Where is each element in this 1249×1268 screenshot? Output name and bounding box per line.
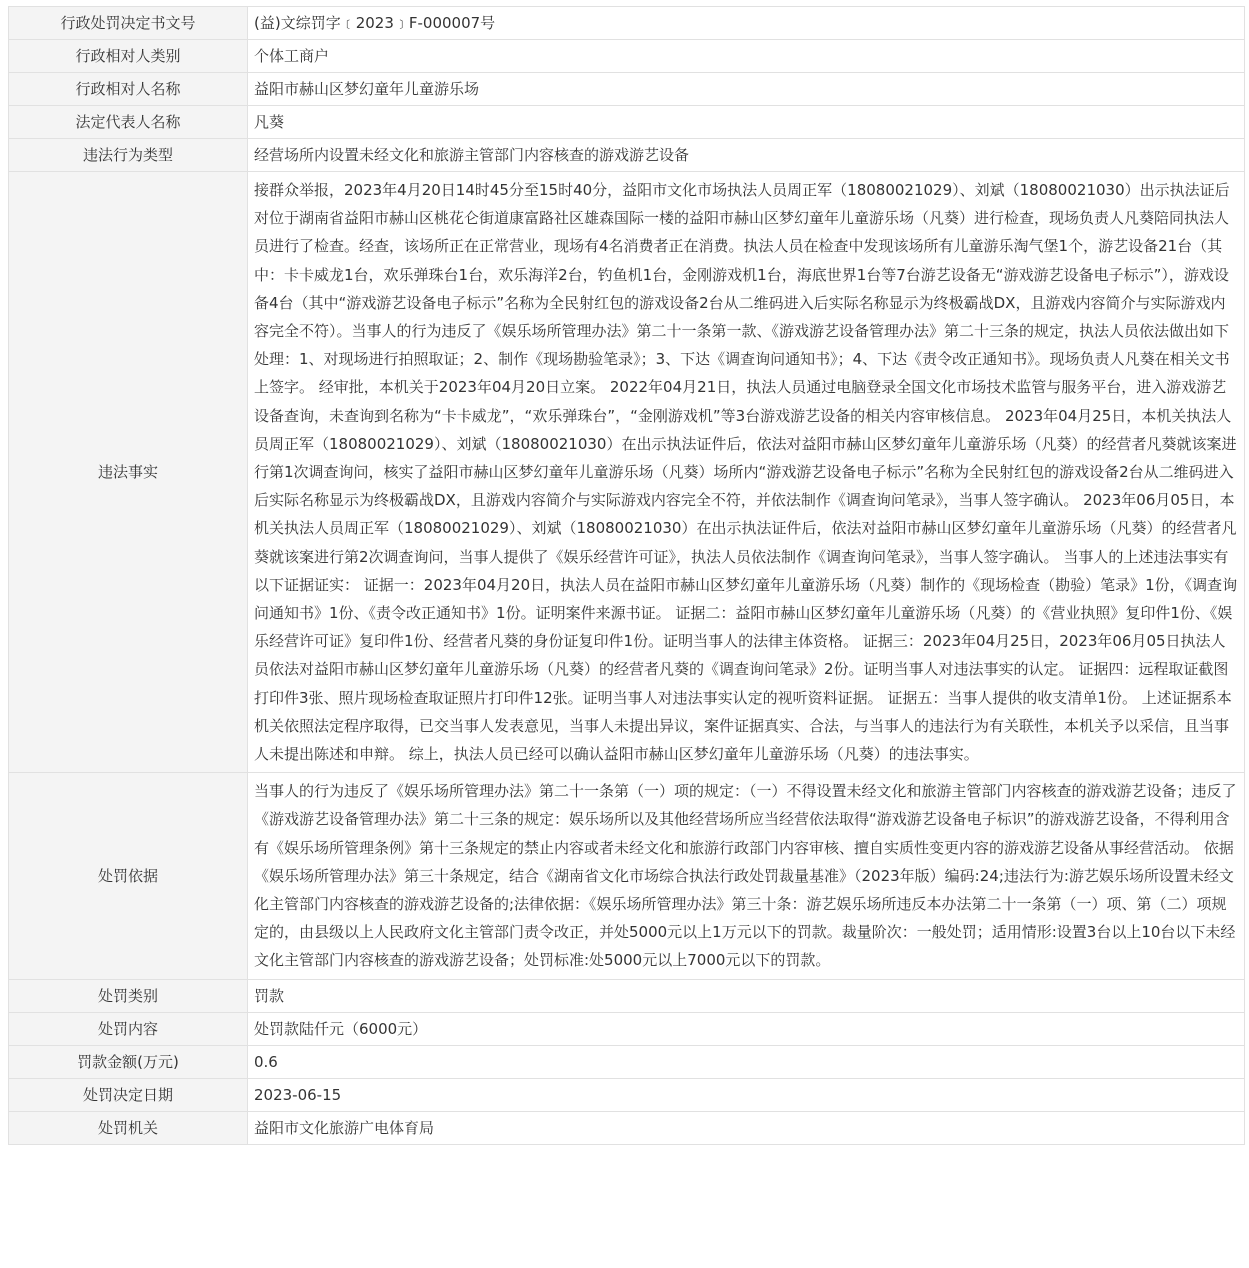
row-label: 违法事实 bbox=[9, 172, 248, 773]
row-label: 处罚机关 bbox=[9, 1111, 248, 1144]
row-fine-amount bbox=[9, 1045, 1245, 1078]
row-party-name bbox=[9, 73, 1245, 106]
row-value: 2023-06-15 bbox=[248, 1078, 1245, 1111]
row-violation-type bbox=[9, 139, 1245, 172]
row-value: 当事人的行为违反了《娱乐场所管理办法》第二十一条第（一）项的规定：（一）不得设置未经文化和旅游主管部门内容核查的游戏游艺设备；违反了《游戏游艺设备管理办法》第二十三条的规定：娱乐场所以及其他经营场所应当经营依法取得“游戏游艺设备电子标识”的游戏游艺设备，不得利用含有《娱乐场所管理条例》第十三条规定的禁止内容或者未经文化和旅游行政部门内容审核、擅自实质性变更内容的游戏游艺设备从事经营活动。 依据《娱乐场所管理办法》第三十条规定，结合《湖南省文化市场综合执法行政处罚裁量基准》（2023年版）编码:24;违法行为:游艺娱乐场所设置未经文化主管部门内容核查的游戏游艺设备的;法律依据：《娱乐场所管理办法》第三十条：游艺娱乐场所违反本办法第二十一条第（一）项、第（二）项规定的，由县级以上人民政府文化主管部门责令改正，并处5000元以上1万元以下的罚款。裁量阶次：一般处罚；适用情形:设置3台以上10台以下未经文化主管部门内容核查的游戏游艺设备；处罚标准:处5000元以上7000元以下的罚款。 bbox=[248, 773, 1245, 979]
row-value: 接群众举报，2023年4月20日14时45分至15时40分，益阳市文化市场执法人员周正军（18080021029）、刘斌（18080021030）出示执法证后对位于湖南省益阳市赫山区桃花仑街道康富路社区雄森国际一楼的益阳市赫山区梦幻童年儿童游乐场（凡葵）进行检查，现场负责人凡葵陪同执法人员进行了检查。经查，该场所正在正常营业，现场有4名消费者正在消费。执法人员在检查中发现该场所有儿童游乐淘气堡1个，游艺设备21台（其中：卡卡威龙1台，欢乐弹珠台1台，欢乐海洋2台，钓鱼机1台，金刚游戏机1台，海底世界1台等7台游艺设备无“游戏游艺设备电子标示”），游戏设备4台（其中“游戏游艺设备电子标示”名称为全民射红包的游戏设备2台从二维码进入后实际名称显示为终极霸战DX，且游戏内容简介与实际游戏内容完全不符）。当事人的行为违反了《娱乐场所管理办法》第二十一条第一款、《游戏游艺设备管理办法》第二十三条的规定，执法人员依法做出如下处理：1、对现场进行拍照取证；2、制作《现场勘验笔录》；3、下达《调查询问通知书》；4、下达《责令改正通知书》。现场负责人凡葵在相关文书上签字。 经审批，本机关于2023年04月20日立案。 2022年04月21日，执法人员通过电脑登录全国文化市场技术监管与服务平台，进入游戏游艺设备查询，未查询到名称为“卡卡威龙”，“欢乐弹珠台”，“金刚游戏机”等3台游戏游艺设备的相关内容审核信息。 2023年04月25日，本机关执法人员周正军（18080021029）、刘斌（18080021030）在出示执法证件后，依法对益阳市赫山区梦幻童年儿童游乐场（凡葵）的经营者凡葵就该案进行第1次调查询问，核实了益阳市赫山区梦幻童年儿童游乐场（凡葵）场所内“游戏游艺设备电子标示”名称为全民射红包的游戏设备2台从二维码进入后实际名称显示为终极霸战DX，且游戏内容简介与实际游戏内容完全不符，并依法制作《调查询问笔录》，当事人签字确认。 2023年06月05日，本机关执法人员周正军（18080021029）、刘斌（18080021030）在出示执法证件后，依法对益阳市赫山区梦幻童年儿童游乐场（凡葵）的经营者凡葵就该案进行第2次调查询问，当事人提供了《娱乐经营许可证》，执法人员依法制作《调查询问笔录》，当事人签字确认。 当事人的上述违法事实有以下证据证实： 证据一：2023年04月20日，执法人员在益阳市赫山区梦幻童年儿童游乐场（凡葵）制作的《现场检查（勘验）笔录》1份，《调查询问通知书》1份、《责令改正通知书》1份。证明案件来源书证。 证据二：益阳市赫山区梦幻童年儿童游乐场（凡葵）的《营业执照》复印件1份、《娱乐经营许可证》复印件1份、经营者凡葵的身份证复印件1份。证明当事人的法律主体资格。 证据三：2023年04月25日，2023年06月05日执法人员依法对益阳市赫山区梦幻童年儿童游乐场（凡葵）的经营者凡葵的《调查询问笔录》2份。证明当事人对违法事实的认定。 证据四：远程取证截图打印件3张、照片现场检查取证照片打印件12张。证明当事人对违法事实认定的视听资料证据。 证据五：当事人提供的收支清单1份。 上述证据系本机关依照法定程序取得，已交当事人发表意见，当事人未提出异议，案件证据真实、合法，与当事人的违法行为有关联性，本机关予以采信，且当事人未提出陈述和申辩。 综上，执法人员已经可以确认益阳市赫山区梦幻童年儿童游乐场（凡葵）的违法事实。 bbox=[248, 172, 1245, 773]
row-label: 行政相对人类别 bbox=[9, 40, 248, 73]
row-penalty-authority bbox=[9, 1111, 1245, 1144]
row-label: 罚款金额(万元) bbox=[9, 1045, 248, 1078]
row-label: 法定代表人名称 bbox=[9, 106, 248, 139]
row-violation-facts bbox=[9, 172, 1245, 773]
row-label: 行政处罚决定书文号 bbox=[9, 7, 248, 40]
row-value: 0.6 bbox=[248, 1045, 1245, 1078]
row-penalty-category bbox=[9, 979, 1245, 1012]
row-label: 处罚内容 bbox=[9, 1012, 248, 1045]
row-document-number bbox=[9, 7, 1245, 40]
row-value: (益)文综罚字﹝2023﹞F-000007号 bbox=[248, 7, 1245, 40]
row-value: 凡葵 bbox=[248, 106, 1245, 139]
row-label: 行政相对人名称 bbox=[9, 73, 248, 106]
row-penalty-content bbox=[9, 1012, 1245, 1045]
row-value: 益阳市文化旅游广电体育局 bbox=[248, 1111, 1245, 1144]
row-label: 违法行为类型 bbox=[9, 139, 248, 172]
row-value: 个体工商户 bbox=[248, 40, 1245, 73]
row-penalty-basis bbox=[9, 773, 1245, 979]
row-decision-date bbox=[9, 1078, 1245, 1111]
row-value: 罚款 bbox=[248, 979, 1245, 1012]
row-legal-representative bbox=[9, 106, 1245, 139]
row-label: 处罚依据 bbox=[9, 773, 248, 979]
row-value: 益阳市赫山区梦幻童年儿童游乐场 bbox=[248, 73, 1245, 106]
penalty-info-table bbox=[8, 6, 1245, 1145]
row-label: 处罚决定日期 bbox=[9, 1078, 248, 1111]
row-value: 处罚款陆仟元（6000元） bbox=[248, 1012, 1245, 1045]
row-label: 处罚类别 bbox=[9, 979, 248, 1012]
row-party-type bbox=[9, 40, 1245, 73]
row-value: 经营场所内设置未经文化和旅游主管部门内容核查的游戏游艺设备 bbox=[248, 139, 1245, 172]
